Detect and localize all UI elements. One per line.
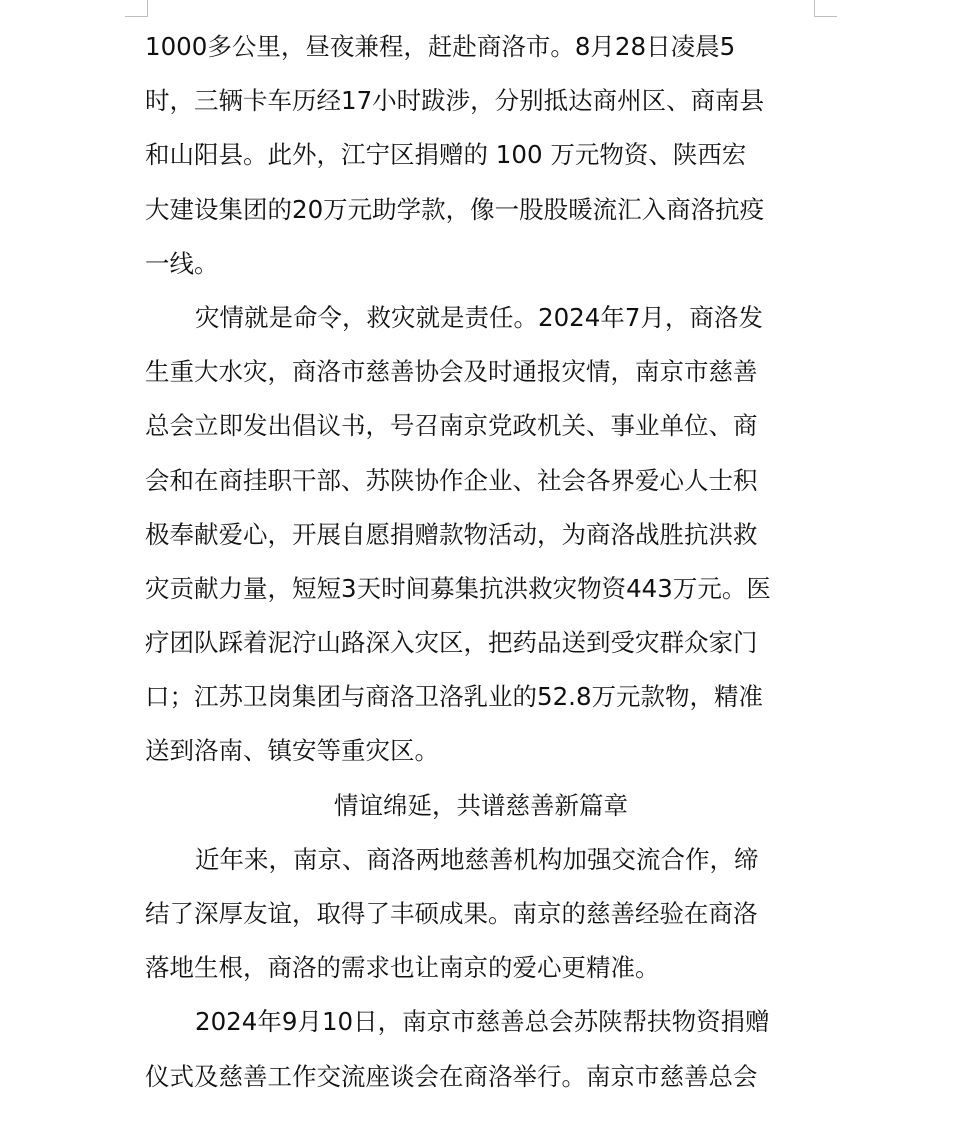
text-line: 大建设集团的20万元助学款，像一股股暖流汇入商洛抗疫 bbox=[145, 194, 765, 224]
text-line: 灾贡献力量，短短3天时间募集抗洪救灾物资443万元。医 bbox=[145, 573, 771, 603]
text-line: 落地生根，商洛的需求也让南京的爱心更精准。 bbox=[145, 953, 660, 983]
paragraph-start-line: 灾情就是命令，救灾就是责任。2024年7月，商洛发 bbox=[195, 302, 763, 332]
text-line: 1000多公里，昼夜兼程，赶赴商洛市。8月28日凌晨5 bbox=[145, 32, 736, 61]
margin-corner-mark-right bbox=[814, 0, 837, 17]
text-line: 会和在商挂职干部、苏陕协作企业、社会各界爱心人士积 bbox=[145, 465, 758, 495]
text-line: 和山阳县。此外，江宁区捐赠的 100 万元物资、陕西宏 bbox=[145, 140, 747, 170]
text-line: 结了深厚友谊，取得了丰硕成果。南京的慈善经验在商洛 bbox=[145, 899, 758, 928]
document-body bbox=[145, 20, 817, 1104]
paragraph-start-line: 2024年9月10日，南京市慈善总会苏陕帮扶物资捐赠 bbox=[195, 1007, 770, 1037]
text-line: 极奉献爱心，开展自愿捐赠款物活动，为商洛战胜抗洪救 bbox=[145, 519, 758, 549]
text-line: 送到洛南、镇安等重灾区。 bbox=[145, 736, 439, 766]
section-heading: 情谊绵延，共谱慈善新篇章 bbox=[334, 790, 628, 820]
margin-corner-mark-left bbox=[125, 0, 148, 17]
paragraph-start-line: 近年来，南京、商洛两地慈善机构加强交流合作，缔 bbox=[195, 844, 759, 874]
text-line: 疗团队踩着泥泞山路深入灾区，把药品送到受灾群众家门 bbox=[145, 628, 758, 658]
text-line: 总会立即发出倡议书，号召南京党政机关、事业单位、商 bbox=[145, 411, 758, 441]
text-line: 生重大水灾，商洛市慈善协会及时通报灾情，南京市慈善 bbox=[145, 357, 758, 387]
text-line: 时，三辆卡车历经17小时跋涉，分别抵达商州区、商南县 bbox=[145, 86, 765, 116]
text-line: 口；江苏卫岗集团与商洛卫洛乳业的52.8万元款物，精准 bbox=[145, 682, 764, 712]
text-line: 一线。 bbox=[145, 248, 219, 278]
text-line: 仪式及慈善工作交流座谈会在商洛举行。南京市慈善总会 bbox=[145, 1061, 758, 1091]
